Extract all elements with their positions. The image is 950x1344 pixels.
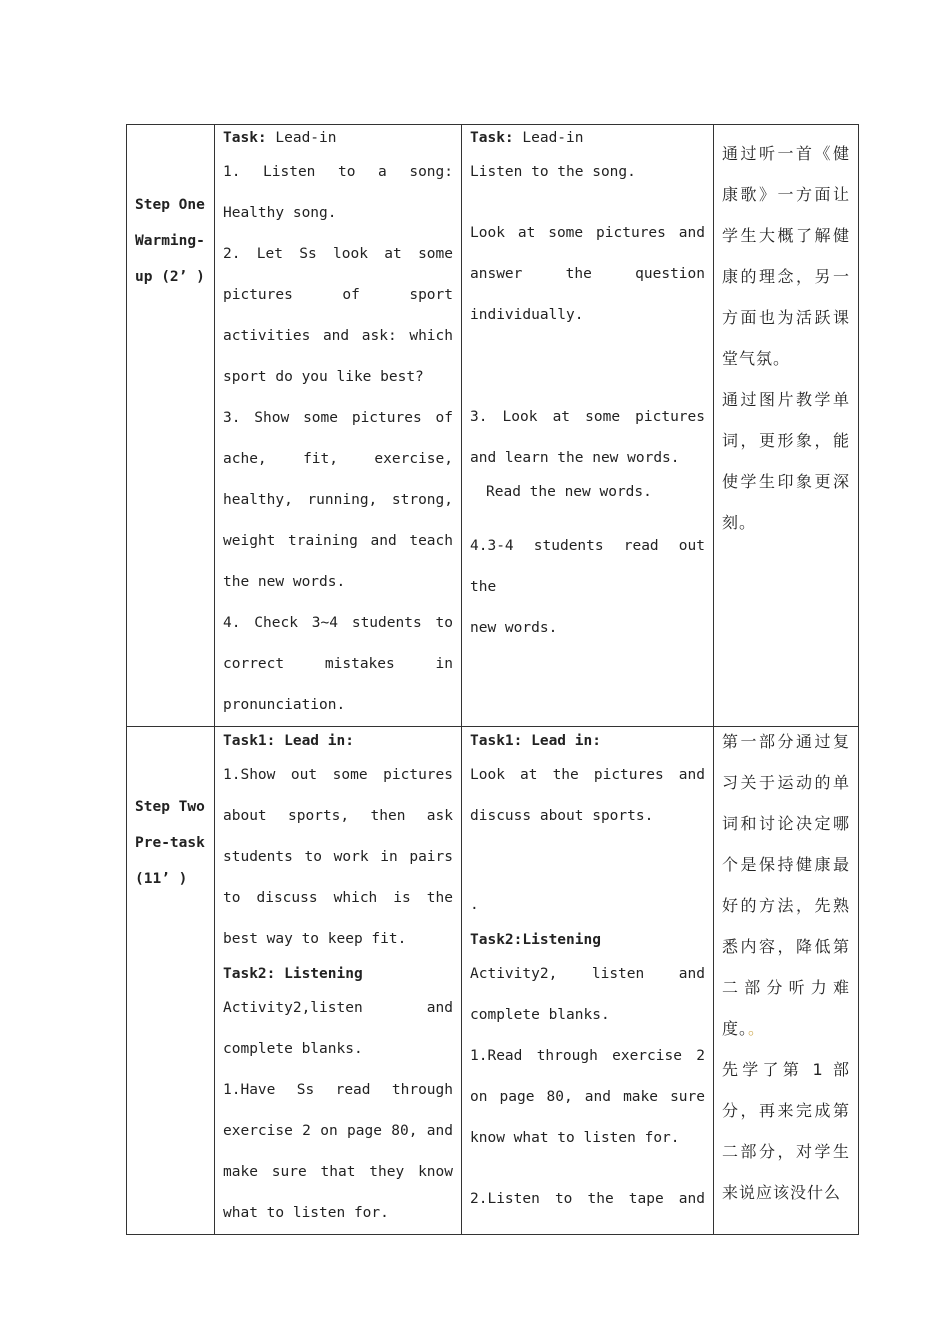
- text-line: new words.: [470, 620, 558, 636]
- purpose-cell: [714, 727, 859, 1235]
- student-activity-cell: [462, 125, 714, 727]
- text-line: exercise 2 on page 80, and: [223, 1123, 453, 1139]
- text-line: make sure that they know: [223, 1164, 453, 1180]
- text-line: what to listen for.: [223, 1205, 389, 1221]
- text-line: complete blanks.: [223, 1041, 363, 1057]
- step-label: Step One Warming- up (2’ ): [135, 197, 205, 285]
- text-line: 2.Listen to the tape and: [470, 1191, 705, 1207]
- text-line: Activity2,listen and: [223, 1000, 453, 1016]
- task-heading: Task2: Listening: [223, 966, 363, 982]
- text-line: to discuss which is the: [223, 890, 453, 906]
- text-line: 1. Listen to a song:: [223, 164, 453, 180]
- purpose-dot: 。: [748, 1019, 766, 1038]
- text-line: healthy, running, strong,: [223, 492, 453, 508]
- step-label: Step Two Pre-task (11’ ): [135, 799, 205, 887]
- text-line: know what to listen for.: [470, 1130, 680, 1146]
- text-line: correct mistakes in: [223, 656, 453, 672]
- text-line: pictures of sport: [223, 287, 453, 303]
- task-heading: Task: Lead-in: [470, 130, 584, 146]
- text-line: answer the question: [470, 266, 705, 282]
- lesson-plan-table: [126, 124, 859, 1235]
- step-cell: [127, 125, 215, 727]
- text-line: Look at some pictures and: [470, 225, 705, 241]
- text-line: 3. Look at some pictures: [470, 409, 705, 425]
- text-line: Read the new words.: [486, 484, 652, 500]
- text-line: 1.Have Ss read through: [223, 1082, 453, 1098]
- purpose-text: 第一部分通过复习关于运动的单词和讨论决定哪个是保持健康最好的方法，先熟悉内容，降低第二部分听力难度。。: [722, 732, 850, 1038]
- task-heading: Task2:Listening: [470, 932, 601, 948]
- teacher-activity-cell: [215, 125, 462, 727]
- text-line: 4.3-4 students read out the: [470, 538, 705, 595]
- text-line: individually.: [470, 307, 584, 323]
- table-row: [127, 125, 859, 727]
- task-heading: Task1: Lead in:: [223, 733, 354, 749]
- text-line: 3. Show some pictures of: [223, 410, 453, 426]
- text-line: the new words.: [223, 574, 346, 590]
- text-line: discuss about sports.: [470, 808, 654, 824]
- task-heading: Task: Lead-in: [223, 130, 337, 146]
- task-heading: Task1: Lead in:: [470, 733, 601, 749]
- text-line: weight training and teach: [223, 533, 453, 549]
- text-line: 1.Show out some pictures: [223, 767, 453, 783]
- text-line: on page 80, and make sure: [470, 1089, 705, 1105]
- text-line: ache, fit, exercise,: [223, 451, 453, 467]
- text-line: 1.Read through exercise 2: [470, 1048, 705, 1064]
- text-line: activities and ask: which: [223, 328, 453, 344]
- text-line: and learn the new words.: [470, 450, 680, 466]
- text-line: .: [470, 897, 479, 913]
- table-row: [127, 727, 859, 1235]
- purpose-text: 先学了第 1 部分，再来完成第二部分，对学生来说应该没什么: [722, 1060, 850, 1202]
- text-line: students to work in pairs: [223, 849, 453, 865]
- text-line: sport do you like best?: [223, 369, 424, 385]
- step-cell: [127, 727, 215, 1235]
- text-line: Healthy song.: [223, 205, 337, 221]
- purpose-text: 通过听一首《健康歌》一方面让学生大概了解健康的理念，另一方面也为活跃课堂气氛。: [722, 144, 850, 368]
- text-line: 4. Check 3~4 students to: [223, 615, 453, 631]
- purpose-cell: [714, 125, 859, 727]
- text-line: best way to keep fit.: [223, 931, 407, 947]
- student-activity-cell: [462, 727, 714, 1235]
- purpose-text: 通过图片教学单词，更形象，能使学生印象更深刻。: [722, 390, 850, 532]
- text-line: pronunciation.: [223, 697, 346, 713]
- text-line: complete blanks.: [470, 1007, 610, 1023]
- text-line: Look at the pictures and: [470, 767, 705, 783]
- text-line: about sports, then ask: [223, 808, 453, 824]
- text-line: Listen to the song.: [470, 164, 636, 180]
- text-line: Activity2, listen and: [470, 966, 705, 982]
- text-line: 2. Let Ss look at some: [223, 246, 453, 262]
- teacher-activity-cell: [215, 727, 462, 1235]
